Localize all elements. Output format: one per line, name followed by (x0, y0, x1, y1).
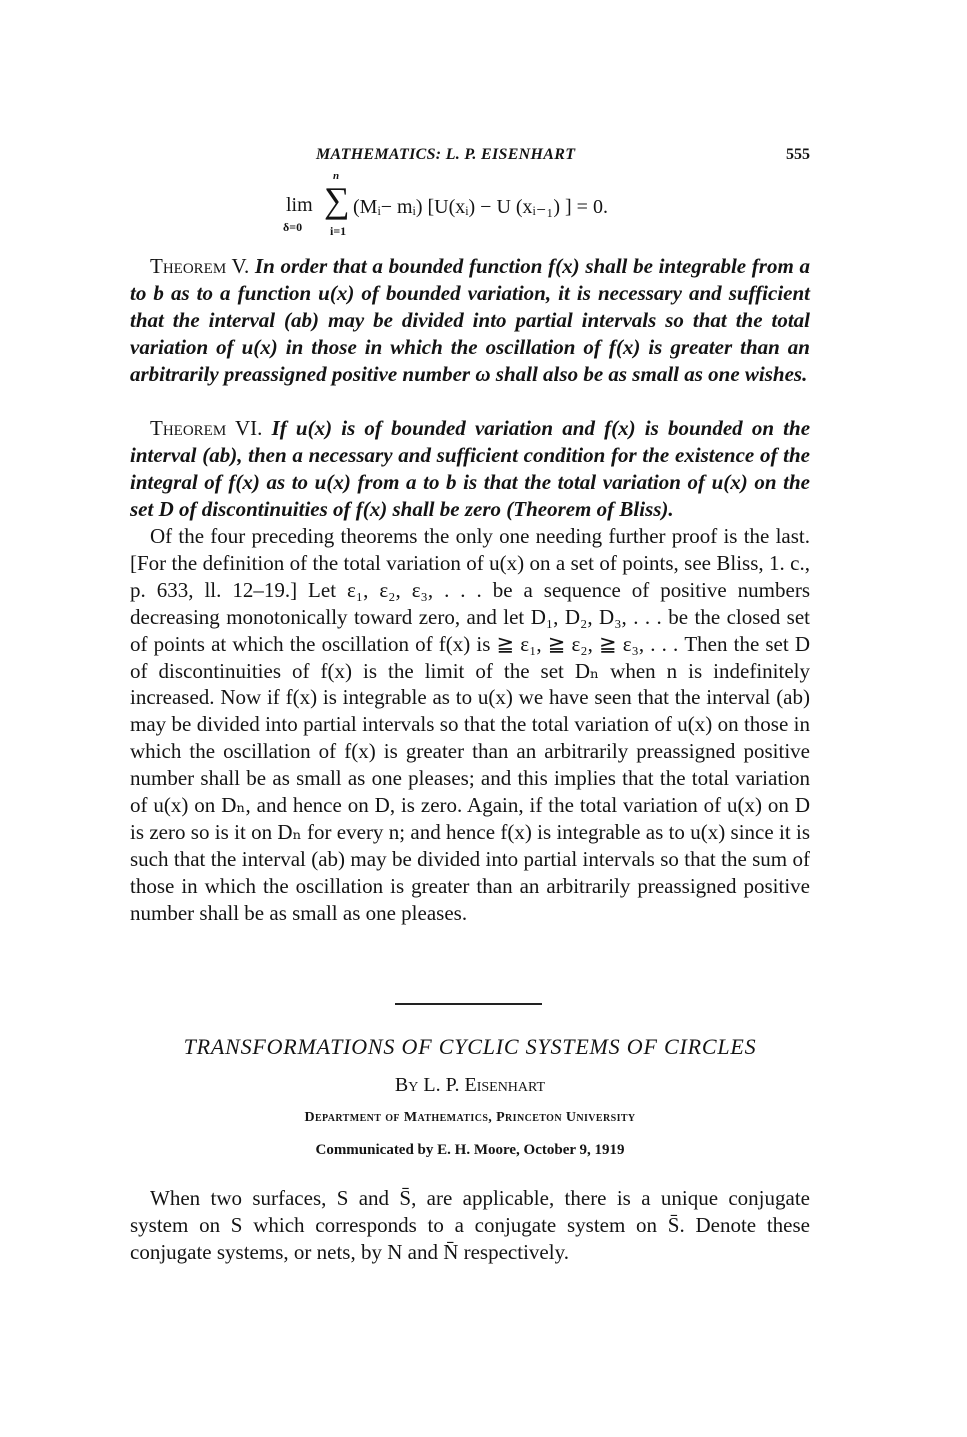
page-number: 555 (786, 146, 810, 163)
article-byline (130, 1074, 810, 1097)
theorem-6-text: If u(x) is of bounded variation and f(x) is bounded on the interval (ab), then a necessary and sufficient condition for the existence of the integral of f(x) as to u(x) from a to b is that the total variation of u(x) on the set D of discontinuities of f(x) shall be zero (Theorem of Bliss). (130, 416, 811, 521)
theorem-6 (130, 415, 810, 523)
proof-paragraph (130, 523, 810, 927)
theorem-6-label: Theorem VI. (150, 416, 263, 440)
equation-sum-upper: n (333, 170, 340, 182)
byline-text: By L. P. Eisenhart (394, 1074, 546, 1096)
equation-body: (Mᵢ− mᵢ) [U(xᵢ) − U (xᵢ₋₁) ] = 0. (353, 196, 608, 218)
article-title: TRANSFORMATIONS OF CYCLIC SYSTEMS OF CIRCLES (183, 1034, 757, 1059)
equation-sum-symbol: ∑ (324, 180, 350, 220)
proof-text: Of the four preceding theorems the only one needing further proof is the last. [For the definition of the total variation of u(x) on a set of points, see Bliss, 1. c., p. 633, ll. 12–19.] Let ε₁, ε₂, ε₃, . . . be a sequence of positive numbers decreasing monotonically toward zero, and let D₁, D₂, D₃, . . . be the closed set of points at which the oscillation of f(x) is ≧ ε₁, ≧ ε₂, ≧ ε₃, . . . Then the set D of discontinuities of f(x) is the limit of the set Dₙ when n is indefinitely increased. Now if f(x) is integrable as to u(x) we have seen that the interval (ab) may be divided into partial intervals so that the total variation of u(x) on those in which the oscillation of f(x) is greater than an arbitrarily preassigned positive number shall be as small as one pleases; and this implies that the total variation of u(x) on Dₙ, and hence on D, is zero. Again, if the total variation of u(x) on D is zero so is it on Dₙ for every n; and hence f(x) is integrable as to u(x) since it is such that the interval (ab) may be divided into partial intervals so that the sum of those in which the oscillation is greater than an arbitrarily preassigned positive number shall be as small as one pleases. (130, 524, 810, 925)
theorem-5-text: In order that a bounded function f(x) shall be integrable from a to b as to a function u(x) of bounded variation, it is necessary and sufficient that the interval (ab) may be divided into partial intervals so that the total variation of u(x) in those in which the oscillation of f(x) is greater than an arbitrarily preassigned positive number ω shall also be as small as one wishes. (130, 254, 810, 386)
running-title: MATHEMATICS: L. P. EISENHART (316, 146, 576, 163)
communicated-line: Communicated by E. H. Moore, October 9, 1919 (315, 1142, 625, 1158)
section-divider (395, 1003, 542, 1005)
article-department: Department of Mathematics, Princeton University (304, 1110, 636, 1125)
equation-lim: lim (286, 194, 313, 216)
display-equation (283, 168, 703, 244)
intro-text: When two surfaces, S and S̄, are applicable, there is a unique conjugate system on S which corresponds to a conjugate system on S̄. Denote these conjugate systems, or nets, by N and N̄ respectively. (130, 1186, 810, 1264)
equation-sum-lower: i=1 (330, 224, 347, 238)
running-header (130, 146, 810, 170)
theorem-5 (130, 253, 810, 388)
theorem-5-label: Theorem V. (150, 254, 250, 278)
intro-paragraph (130, 1185, 810, 1266)
equation-lim-subscript: δ=0 (283, 220, 303, 234)
